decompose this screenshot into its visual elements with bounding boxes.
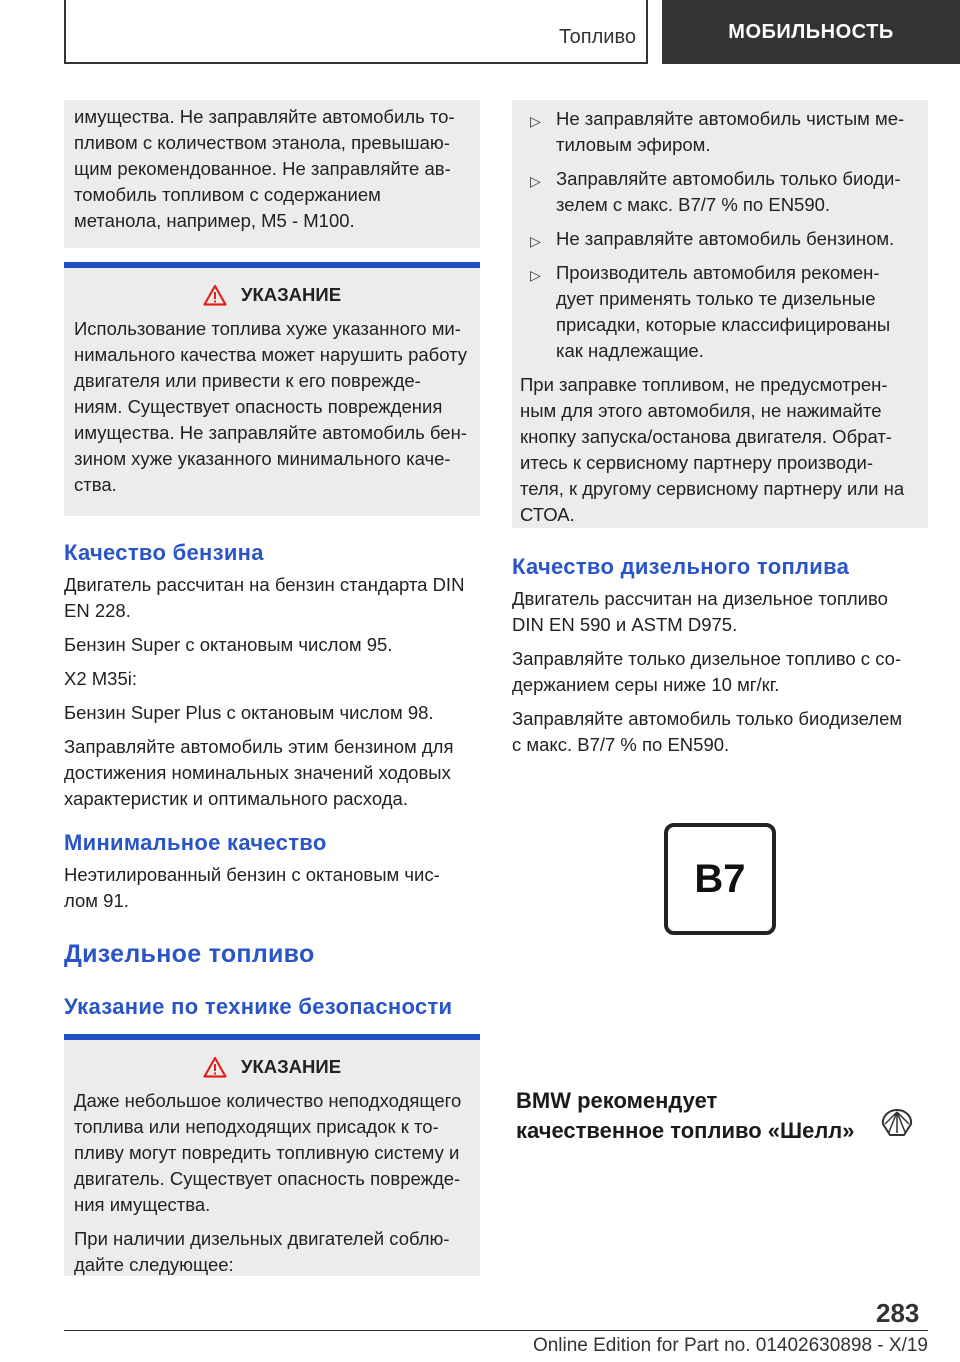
section-title: Указание по технике безопасности [64,994,453,1019]
warning-box-1 [64,262,480,516]
info-box-1 [64,100,480,248]
footer-edition: Online Edition for Part no. 01402630898 - X/19 [532,1335,928,1356]
safety-heading [64,994,484,1020]
footer-divider [64,1330,928,1331]
text-line: зином хуже указанного минимального каче- [74,448,451,469]
list-item [512,106,918,158]
triangle-bullet-icon: ▷ [530,267,541,283]
text-line: При заправке топливом, не предусмотрен- [520,374,888,395]
list-item [512,226,918,252]
warning-box-2 [64,1034,480,1276]
text-line: имущества. Не заправляйте автомобиль то- [74,106,455,127]
text-line: Использование топлива хуже указанного ми- [74,318,461,339]
text-line: теля, к другому сервисному партнеру или на [520,478,905,499]
list-item [512,166,918,218]
text-line: При наличии дизельных двигателей соблю- [74,1228,450,1249]
text-line: EN 228. [64,600,131,621]
text-line: DIN EN 590 и ASTM D975. [512,614,738,635]
text-line: лом 91. [64,890,129,911]
text-line: ным для этого автомобиля, не нажимайте [520,400,882,421]
text-line: томобиль топливом с содержанием [74,184,381,205]
shell-logo-icon [880,1108,914,1138]
chapter-title: Дизельное топливо [64,940,315,968]
text-line: Не заправляйте автомобиль чистым ме- [556,108,905,129]
text-line: с макс. B7/7 % по EN590. [512,734,730,755]
triangle-bullet-icon: ▷ [530,233,541,249]
text-line: дайте следующее: [74,1254,234,1275]
warning-title: УКАЗАНИЕ [240,284,342,305]
text-line: нимального качества может нарушить работу [74,344,468,365]
text-line: двигателя или привести к его поврежде- [74,370,421,391]
text-line: Неэтилированный бензин с октановым чис- [64,864,440,885]
petrol-section [64,540,480,812]
info-box-right [512,100,928,528]
text-line: Заправляйте автомобиль только биодизелем [512,708,903,729]
text-line: дует применять только те дизельные [556,288,876,309]
text-line: держанием серы ниже 10 мг/кг. [512,674,780,695]
text-line: пливу могут повредить топливную систему и [74,1142,460,1163]
section-title: Минимальное качество [64,830,327,855]
warning-title: УКАЗАНИЕ [240,1056,342,1077]
text-line: Не заправляйте автомобиль бензином. [556,228,895,249]
bullet-list [512,106,918,364]
text-line: Заправляйте автомобиль только биоди- [556,168,901,189]
text-line: качественное топливо «Шелл» [516,1118,855,1143]
min-quality-section [64,830,480,914]
text-line: Двигатель рассчитан на дизельное топливо [512,588,888,609]
text-line: Даже небольшое количество неподходящего [74,1090,462,1111]
text-line: X2 M35i: [64,668,138,689]
triangle-bullet-icon: ▷ [530,173,541,189]
text-line: итесь к сервисному партнеру производи- [520,452,874,473]
text-line: достижения номинальных значений ходовых [64,762,451,783]
text-line: Заправляйте автомобиль этим бензином для [64,736,454,757]
text-line: СТОА. [520,504,575,525]
text-line: топлива или неподходящих присадок к то- [74,1116,439,1137]
shell-recommendation [516,1086,855,1146]
warning-header [64,1056,480,1078]
text-line: зелем с макс. B7/7 % по EN590. [556,194,831,215]
text-line: Производитель автомобиля рекомен- [556,262,880,283]
section-title: Качество бензина [64,540,264,565]
text-line: присадки, которые классифицированы [556,314,891,335]
diesel-heading [64,940,480,969]
text-line: имущества. Не заправляйте автомобиль бен- [74,422,467,443]
text-line: двигатель. Существует опасность поврежде- [74,1168,461,1189]
text-line: ства. [74,474,117,495]
text-line: Бензин Super Plus с октановым числом 98. [64,702,434,723]
warning-header [64,284,480,306]
text-line: щим рекомендованное. Не заправляйте ав- [74,158,451,179]
section-title: Качество дизельного топлива [512,554,850,579]
text-line: пливом с количеством этанола, превышаю- [74,132,450,153]
text-line: Двигатель рассчитан на бензин стандарта DIN [64,574,465,595]
text-line: тиловым эфиром. [556,134,711,155]
b7-fuel-label: B7 [664,823,776,935]
text-line: BMW рекомендует [516,1088,718,1113]
header-section: Топливо [559,26,636,48]
text-line: Заправляйте только дизельное топливо с со- [512,648,902,669]
diesel-quality-section [512,554,928,758]
text-line: метанола, например, M5 - M100. [74,210,355,231]
header-chapter: МОБИЛЬНОСТЬ [662,0,960,64]
triangle-bullet-icon: ▷ [530,113,541,129]
text-line: ниям. Существует опасность повреждения [74,396,443,417]
warning-triangle-icon [203,1056,227,1078]
text-line: характеристик и оптимального расхода. [64,788,408,809]
text-line: ния имущества. [74,1194,211,1215]
page-number: 283 [876,1298,920,1328]
list-item [512,260,918,364]
warning-triangle-icon [203,284,227,306]
text-line: как надлежащие. [556,340,704,361]
text-line: кнопку запуска/останова двигателя. Обрат- [520,426,892,447]
text-line: Бензин Super с октановым числом 95. [64,634,393,655]
